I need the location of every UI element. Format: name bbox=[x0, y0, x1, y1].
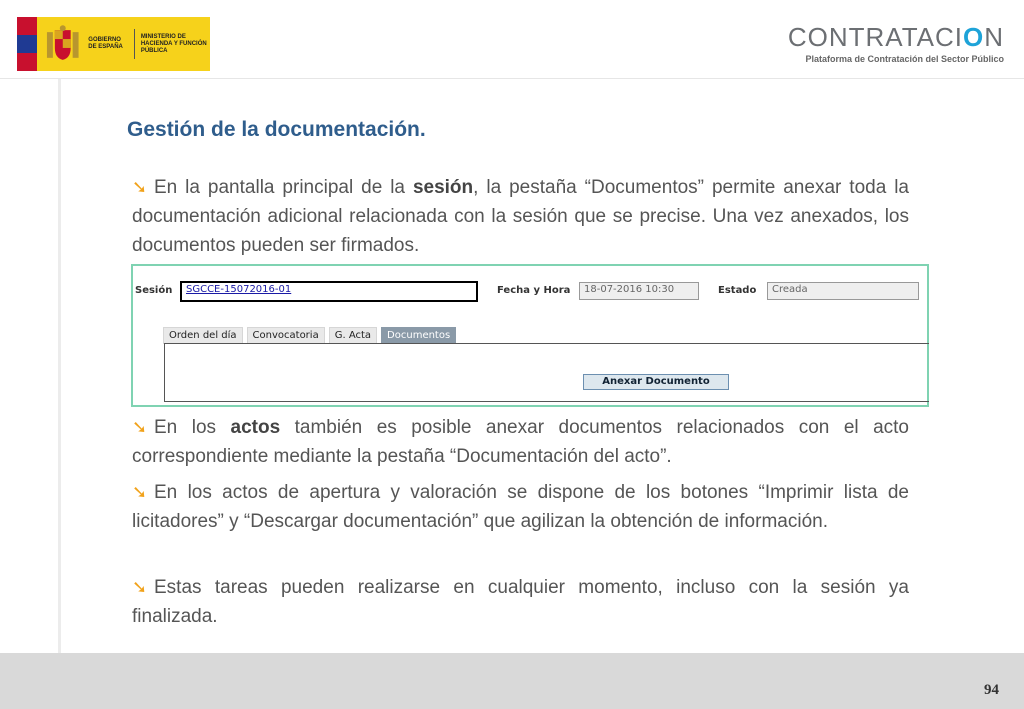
bullet-text: también es posible anexar documentos relacionados con el acto correspondiente mediante la pestaña “Documentación del acto”. bbox=[132, 417, 909, 467]
tab-convocatoria[interactable]: Convocatoria bbox=[247, 327, 325, 344]
tab-documentos[interactable]: Documentos bbox=[381, 327, 456, 344]
bullet-item bbox=[132, 478, 909, 536]
tab-orden-del-dia[interactable]: Orden del día bbox=[163, 327, 243, 344]
brand-name-prefix: CONTRATACI bbox=[787, 22, 963, 52]
bullet-bold-text: sesión bbox=[412, 177, 474, 198]
datetime-field[interactable]: 18-07-2016 10:30 bbox=[579, 282, 699, 300]
bullet-bold-text: actos bbox=[230, 417, 281, 438]
bullet-text: Estas tareas pueden realizarse en cualquier momento, incluso con la sesión ya finalizada. bbox=[132, 577, 909, 627]
brand-subtitle: Plataforma de Contratación del Sector Público bbox=[805, 54, 1004, 64]
slide-title: Gestión de la documentación. bbox=[127, 118, 426, 141]
session-tabs bbox=[163, 327, 456, 344]
left-margin-rule bbox=[58, 79, 61, 653]
bullet-text: En los actos de apertura y valoración se dispone de los botones “Imprimir lista de licitadores” y “Descargar documentación” que agilizan la obtención de información. bbox=[132, 482, 909, 532]
arrow-bullet-icon: ➘ bbox=[132, 577, 148, 597]
datetime-label: Fecha y Hora bbox=[497, 285, 571, 296]
contratacion-brand bbox=[788, 22, 1004, 64]
bullet-item bbox=[132, 173, 909, 260]
bullet-text: En los bbox=[154, 417, 231, 438]
session-screenshot bbox=[131, 264, 929, 407]
arrow-bullet-icon: ➘ bbox=[132, 417, 148, 437]
bullet-text: En la pantalla principal de la bbox=[154, 177, 413, 198]
government-logo bbox=[17, 17, 210, 71]
header-divider bbox=[0, 78, 1024, 79]
state-label: Estado bbox=[718, 285, 757, 296]
state-field[interactable]: Creada bbox=[767, 282, 919, 300]
gov-logo-divider bbox=[134, 29, 135, 59]
ministry-logo-text: MINISTERIO DE HACIENDA Y FUNCIÓN PÚBLICA bbox=[140, 33, 207, 54]
bullet-text: , la pestaña “Documentos” permite anexar toda la documentación adicional relacionada con la sesión que se precise. Una vez anexados, los documentos pueden ser firmados. bbox=[132, 177, 909, 256]
bullet-item bbox=[132, 413, 909, 471]
tab-g-acta[interactable]: G. Acta bbox=[329, 327, 377, 344]
annex-document-button[interactable]: Anexar Documento bbox=[583, 374, 729, 390]
slide-footer bbox=[0, 653, 1024, 709]
bullet-item bbox=[132, 573, 909, 631]
documents-panel bbox=[164, 343, 929, 402]
session-label: Sesión bbox=[135, 285, 173, 296]
power-icon: O bbox=[962, 22, 985, 52]
brand-name-suffix: N bbox=[984, 22, 1004, 52]
arrow-bullet-icon: ➘ bbox=[132, 177, 148, 197]
page-number: 94 bbox=[984, 682, 999, 698]
eu-flag-strip bbox=[17, 17, 37, 71]
session-field[interactable]: SGCCE-15072016-01 bbox=[180, 281, 478, 302]
gov-logo-text: GOBIERNO DE ESPAÑA bbox=[88, 37, 123, 50]
coat-of-arms-icon bbox=[43, 24, 83, 64]
brand-name bbox=[788, 22, 1004, 53]
arrow-bullet-icon: ➘ bbox=[132, 482, 148, 502]
